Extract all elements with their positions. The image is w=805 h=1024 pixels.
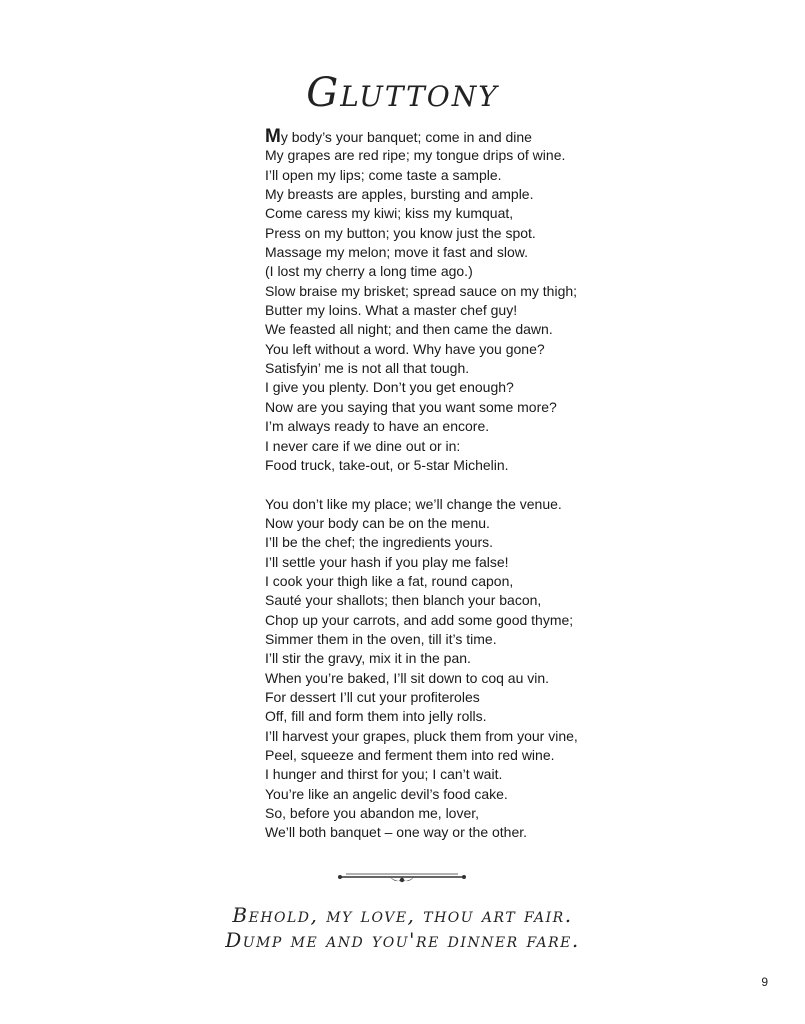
poem-first-line-rest: y body’s your banquet; come in and dine xyxy=(280,129,532,145)
poem-line: You left without a word. Why have you gone? xyxy=(265,340,545,357)
poem-line: I’ll harvest your grapes, pluck them from your vine, xyxy=(265,727,578,744)
poem-line: Now your body can be on the menu. xyxy=(265,514,490,531)
dropcap: M xyxy=(265,126,281,147)
poem-line: I’ll open my lips; come taste a sample. xyxy=(265,166,502,183)
poem-line: Now are you saying that you want some more? xyxy=(265,398,557,415)
poem-line: I’m always ready to have an encore. xyxy=(265,418,490,435)
poem-line: We’ll both banquet – one way or the other. xyxy=(265,824,528,841)
poem-line: Slow braise my brisket; spread sauce on my thigh; xyxy=(265,282,578,299)
ornamental-divider-icon xyxy=(336,870,468,886)
poem-line: Press on my button; you know just the spot. xyxy=(265,224,536,241)
poem-line: Peel, squeeze and ferment them into red wine. xyxy=(265,747,555,763)
stanza-1 xyxy=(265,146,578,475)
poem-line: My grapes are red ripe; my tongue drips of wine. xyxy=(265,147,566,164)
poem-line: You’re like an angelic devil’s food cake. xyxy=(265,785,508,802)
poem-line: For dessert I’ll cut your profiteroles xyxy=(265,688,480,705)
poem-line: Massage my melon; move it fast and slow. xyxy=(265,244,528,261)
poem-line: Off, fill and form them into jelly rolls. xyxy=(265,708,487,725)
poem-line: Satisfyin’ me is not all that tough. xyxy=(265,360,470,377)
poem-line: Food truck, take-out, or 5-star Michelin. xyxy=(265,456,509,473)
poem-line: I hunger and thirst for you; I can’t wait. xyxy=(265,766,503,783)
page-number: 9 xyxy=(761,975,768,989)
poem-line: When you’re baked, I’ll sit down to coq au vin. xyxy=(265,669,550,686)
poem-line: Butter my loins. What a master chef guy! xyxy=(265,302,518,319)
poem-line: Chop up your carrots, and add some good thyme; xyxy=(265,611,574,628)
page-title: Gluttony xyxy=(306,70,499,116)
poem-line: I never care if we dine out or in: xyxy=(265,437,461,454)
poem-line: Simmer them in the oven, till it’s time. xyxy=(265,630,497,647)
poem-line: I give you plenty. Don’t you get enough? xyxy=(265,379,514,396)
poem-line: (I lost my cherry a long time ago.) xyxy=(265,263,473,280)
poem-line: I’ll be the chef; the ingredients yours. xyxy=(265,534,494,551)
poem-line: You don’t like my place; we’ll change the venue. xyxy=(265,495,562,512)
poem-line: I’ll stir the gravy, mix it in the pan. xyxy=(265,650,471,667)
poem-line: So, before you abandon me, lover, xyxy=(265,805,480,822)
poem-line: We feasted all night; and then came the dawn. xyxy=(265,321,553,338)
poem-line: Come caress my kiwi; kiss my kumquat, xyxy=(265,205,514,222)
stanza-2 xyxy=(265,495,578,843)
poem-line xyxy=(265,127,578,146)
poem-line: I cook your thigh like a fat, round capon, xyxy=(265,572,514,589)
poem-line: My breasts are apples, bursting and ample. xyxy=(265,186,534,203)
poem-line: I’ll settle your hash if you play me false! xyxy=(265,553,509,570)
couplet-line-2: Dump me and you're dinner fare. xyxy=(225,928,580,952)
poem-line: Sauté your shallots; then blanch your bacon, xyxy=(265,592,542,609)
stanza-break xyxy=(265,475,578,494)
couplet-line-1: Behold, my love, thou art fair. xyxy=(232,903,573,927)
poem-body xyxy=(265,127,578,843)
closing-couplet xyxy=(0,903,805,953)
